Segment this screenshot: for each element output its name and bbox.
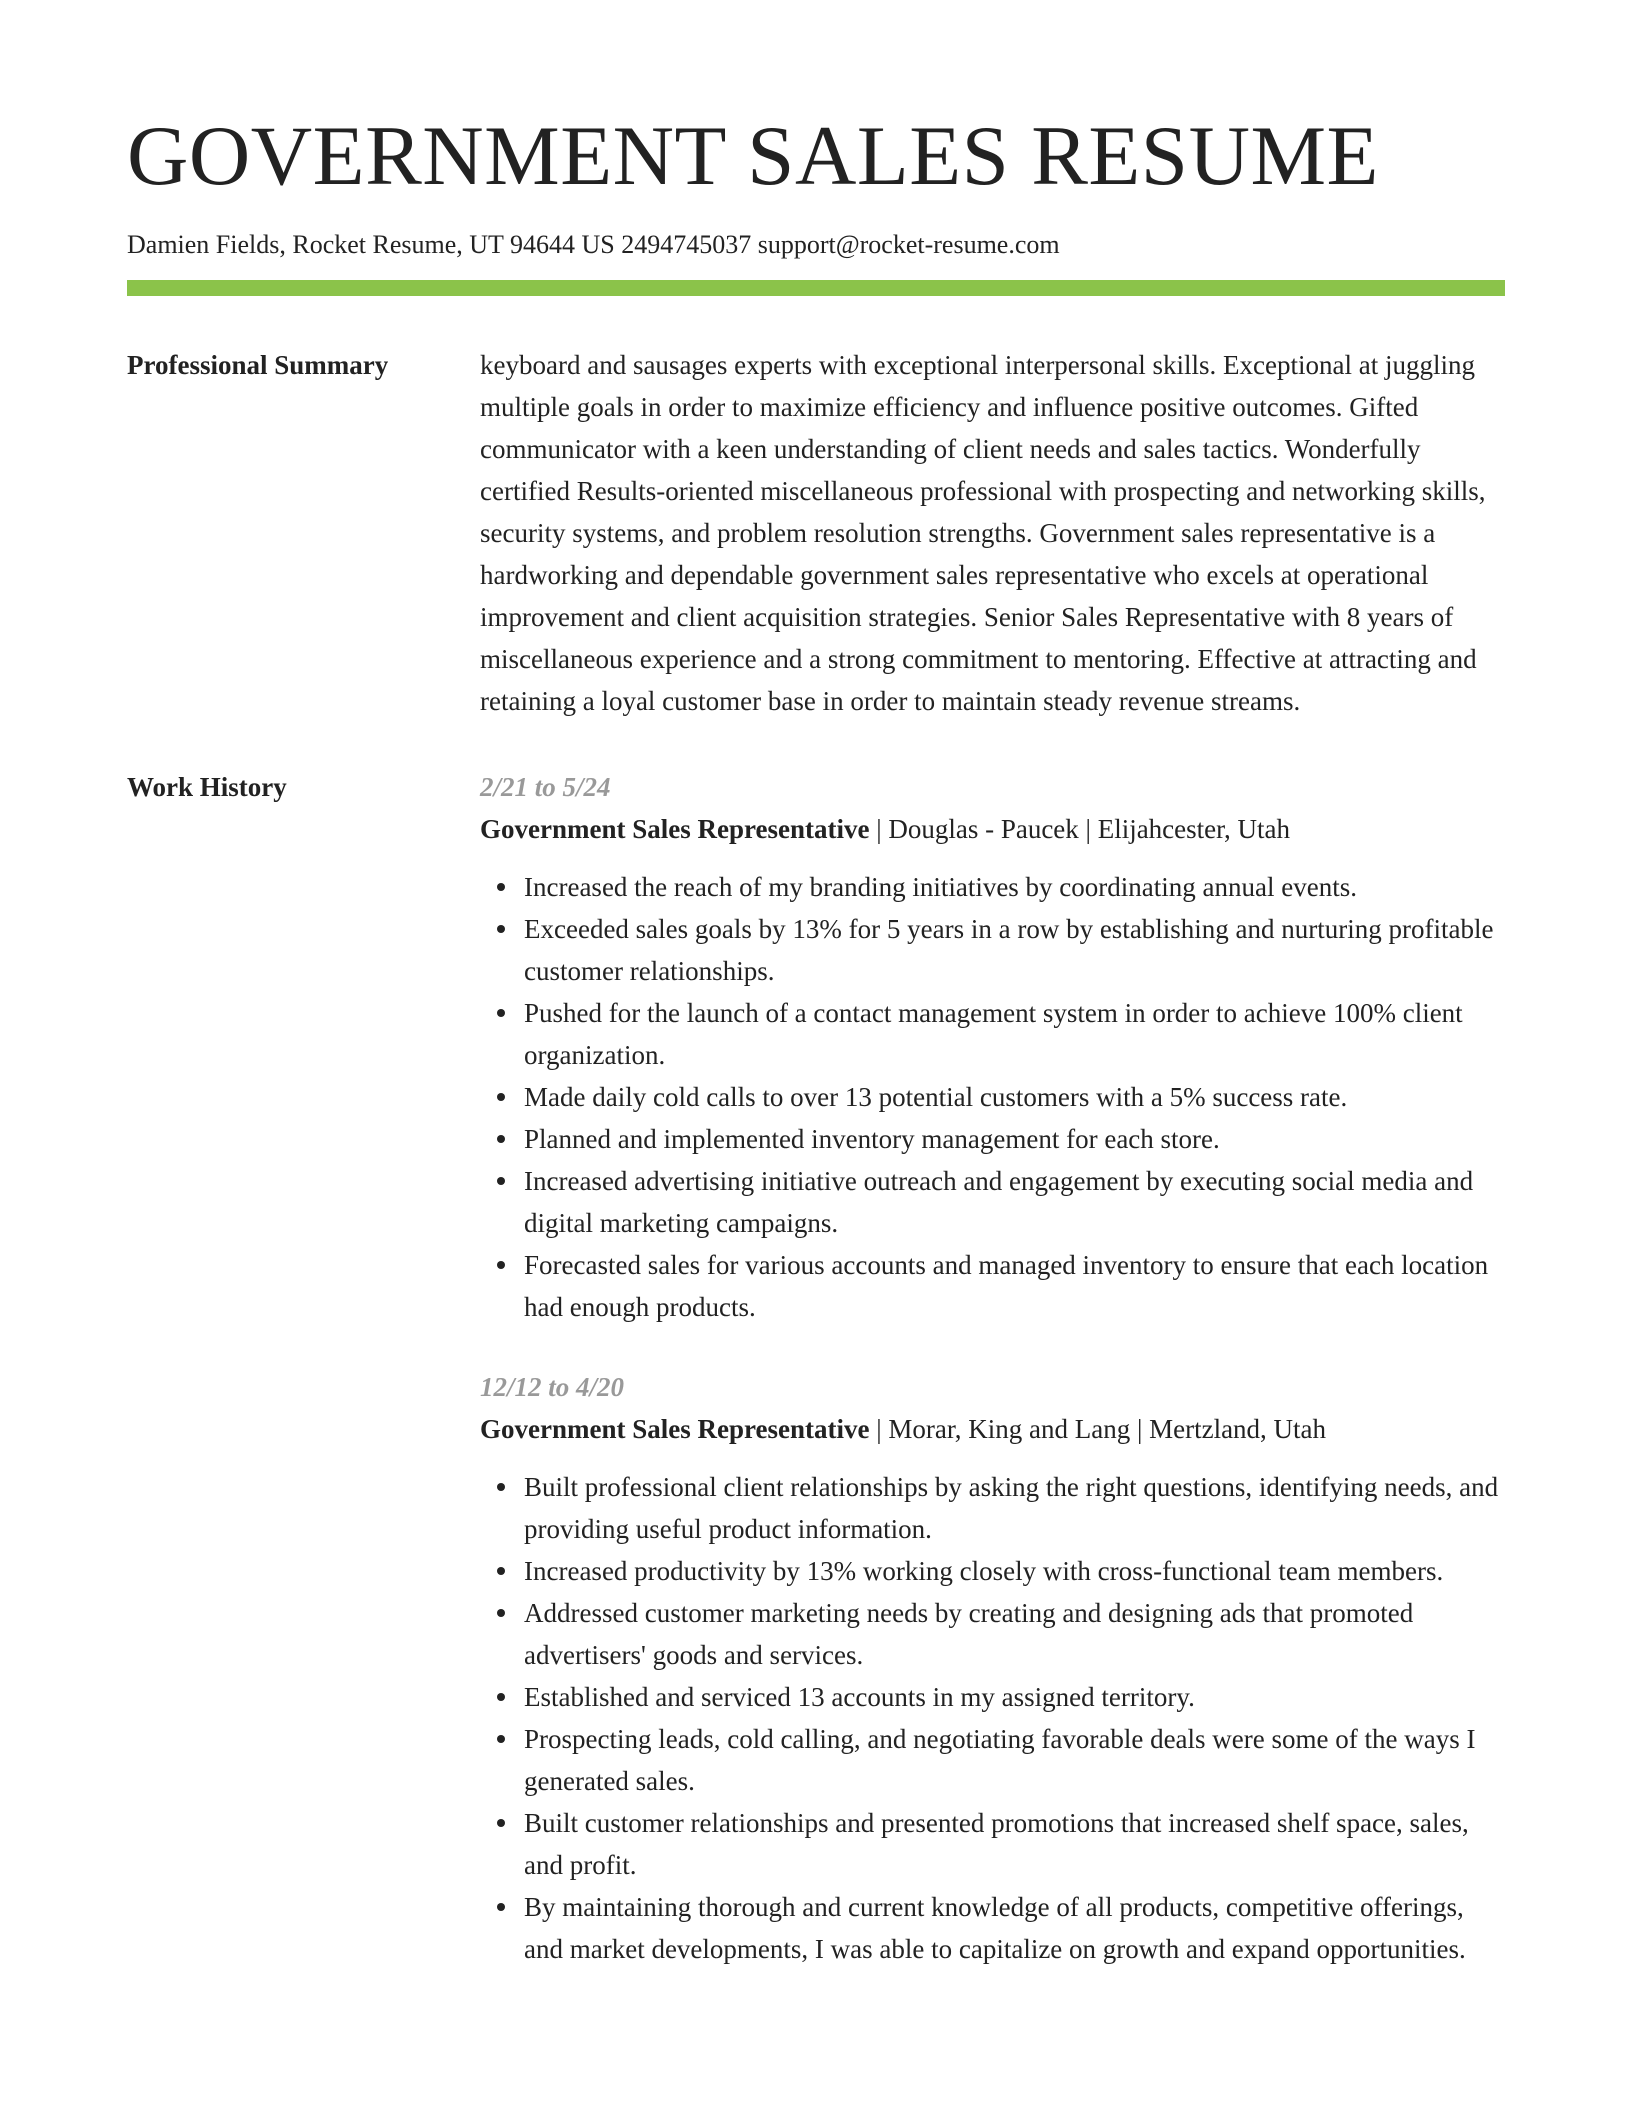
job-bullet-item: By maintaining thorough and current knowledge of all products, competitive offerings, and market developments, I was able to capitalize on growth and expand opportunities. [524,1886,1505,1970]
job-company-location: | Douglas - Paucek | Elijahcester, Utah [869,814,1291,845]
summary-body [480,344,1505,722]
job-bullet-item: Established and serviced 13 accounts in my assigned territory. [524,1676,1505,1718]
job-bullet-item: Increased the reach of my branding initiatives by coordinating annual events. [524,866,1505,908]
job-company-location: | Morar, King and Lang | Mertzland, Utah [869,1414,1327,1445]
job-heading [480,1408,1505,1450]
accent-divider [127,280,1505,296]
job-title: Government Sales Representative [480,1414,870,1445]
work-history-body [480,766,1505,1970]
professional-summary-section [127,344,1505,722]
job-bullet-item: Prospecting leads, cold calling, and negotiating favorable deals were some of the ways I generated sales. [524,1718,1505,1802]
job-title: Government Sales Representative [480,814,870,845]
job-bullet-item: Forecasted sales for various accounts and managed inventory to ensure that each location had enough products. [524,1244,1505,1328]
job-bullet-item: Increased productivity by 13% working closely with cross-functional team members. [524,1550,1505,1592]
job-dates: 12/12 to 4/20 [480,1372,625,1403]
job-bullet-item: Built professional client relationships by asking the right questions, identifying needs, and providing useful product information. [524,1466,1505,1550]
job-entry [480,1366,1505,1970]
job-bullet-item: Increased advertising initiative outreach and engagement by executing social media and digital marketing campaigns. [524,1160,1505,1244]
summary-text: keyboard and sausages experts with exceptional interpersonal skills. Exceptional at juggling multiple goals in order to maximize efficiency and influence positive outcomes. Gifted communicator with a keen understanding of client needs and sales tactics. Wonderfully certified Results-oriented miscellaneous professional with prospecting and networking skills, security systems, and problem resolution strengths. Government sales representative is a hardworking and dependable government sales representative who excels at operational improvement and client acquisition strategies. Senior Sales Representative with 8 years of miscellaneous experience and a strong commitment to mentoring. Effective at attracting and retaining a loyal customer base in order to maintain steady revenue streams. [480,350,1486,717]
job-bullet-list [480,1466,1505,1970]
job-bullet-item: Exceeded sales goals by 13% for 5 years in a row by establishing and nurturing profitable customer relationships. [524,908,1505,992]
job-bullet-item: Made daily cold calls to over 13 potential customers with a 5% success rate. [524,1076,1505,1118]
job-bullet-list [480,866,1505,1328]
work-history-section [127,766,1505,1970]
section-label-work-history: Work History [127,772,287,803]
job-entry [480,766,1505,1328]
job-bullet-item: Pushed for the launch of a contact management system in order to achieve 100% client organization. [524,992,1505,1076]
job-dates: 2/21 to 5/24 [480,772,611,803]
contact-line: Damien Fields, Rocket Resume, UT 94644 US 2494745037 support@rocket-resume.com [127,230,1060,260]
section-label-summary: Professional Summary [127,350,389,381]
resume-title: GOVERNMENT SALES RESUME [127,109,1379,203]
job-bullet-item: Built customer relationships and presented promotions that increased shelf space, sales, and profit. [524,1802,1505,1886]
job-bullet-item: Planned and implemented inventory management for each store. [524,1118,1505,1160]
job-bullet-item: Addressed customer marketing needs by creating and designing ads that promoted advertisers' goods and services. [524,1592,1505,1676]
job-heading [480,808,1505,850]
